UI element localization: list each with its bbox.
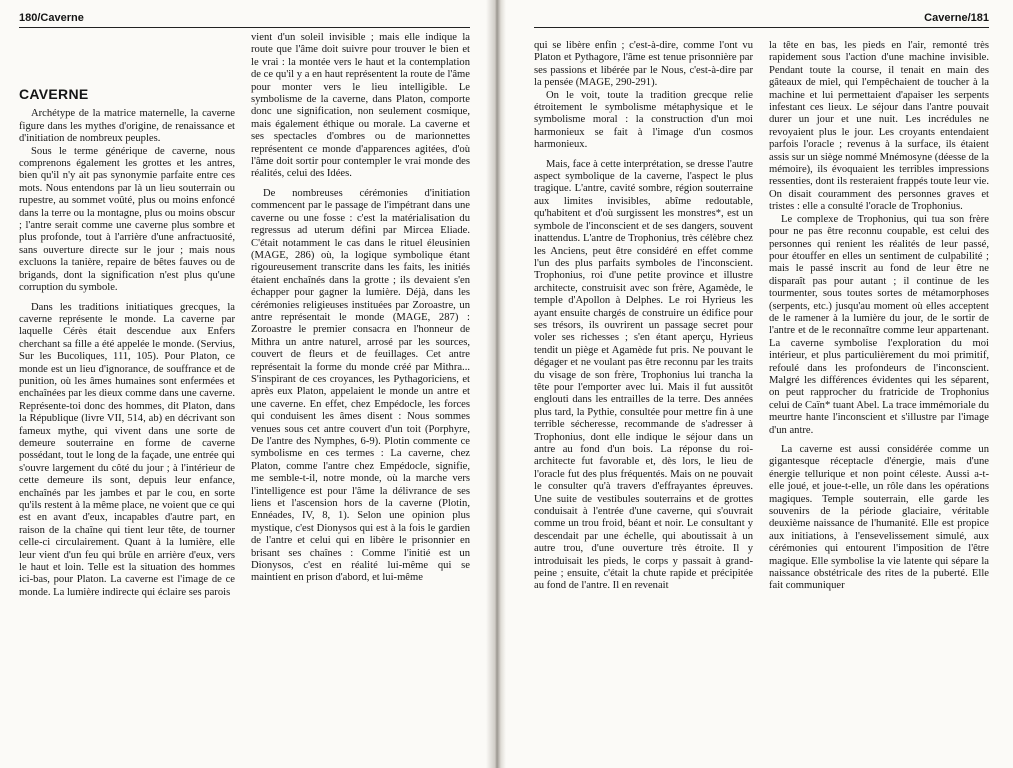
paragraph: Dans les traditions initiatiques grecques, la caverne représente le monde. La caverne par laquelle Cérès était descendue aux Enfers cherchant sa fille a été appelée le monde. (Servius, Sur les Bucoliques, 111, 105). Pour Platon, ce monde est un lieu d'ignorance, de souffrance et de punition, où les âmes humaines sont enfermées et enchaînées par les dieux comme dans une caverne. Représente-toi donc des hommes, dit Platon, dans la République (livre VII, 514, ab) en décrivant son fameux mythe, qui vivent dans une sorte de demeure souterraine en forme de caverne possédant, tout le long de la façade, une entrée qui s'ouvre largement du côté du jour ; à l'intérieur de cette demeure ils sont, depuis leur enfance, enchaînés par les jambes et par le cou, en sorte qu'ils restent à la même place, ne voient que ce qui est en avant d'eux, incapables d'autre part, en raison de la chaîne qui tient leur tête, de tourner celle-ci circulairement. Quant à la lumière, elle leur vient d'un feu qui brûle en arrière d'eux, vers le haut et loin. Telle est la situation des hommes ici-bas, pour Platon. La caverne est l'image de ce monde. La lumière indirecte qui éclaire ses parois [19,301,235,598]
paragraph: qui se libère enfin ; c'est-à-dire, comme l'ont vu Platon et Pythagore, l'âme est tenue prisonnière par ses passions et libérée par le Nous, c'est-à-dire par la pensée (MAGE, 290-291). [534,40,753,89]
paragraph: De nombreuses cérémonies d'initiation commencent par le passage de l'impétrant dans une caverne ou une fosse : c'est la matérialisation du regressus ad uterum défini par Mircea Eliade. C'était notamment le cas dans le rituel éleusinien (MAGE, 286) où, la logique symbolique étant rigoureusement transcrite dans les faits, les initiés étaient enchaînés dans la grotte ; ils devaient s'en échapper pour gagner la lumière. Déjà, dans les cérémonies religieuses instituées par Zoroastre, un antre représentait le monde (MAGE, 287) : Zoroastre le premier consacra en l'honneur de Mithra un antre naturel, arrosé par les sources, couvert de fleurs et de feuillages. Cet antre représentait la forme du monde créé par Mithra... S'inspirant de ces croyances, les Pythagoriciens, et après eux Platon, appelaient le monde un antre et une caverne. En effet, chez Empédocle, les forces qui conduisent les âmes disent : Nous sommes venues sous cet antre couvert d'un toit (Porphyre, De l'antre des Nymphes, 6-9). Plotin commente ce symbolisme en ces termes : La caverne, chez Platon, comme l'antre chez Empédocle, signifie, me semble-t-il, notre monde, où la marche vers l'intelligence est pour l'âme la délivrance de ses liens et l'ascension hors de la caverne (Plotin, Ennéades, IV, 8, 1). Selon une opinion plus mystique, c'est Dionysos qui est à la fois le gardien de l'antre et celui qui en libère le prisonnier en brisant ses chaînes : Comme l'initié est un Dionysos, c'est en réalité lui-même qui se maintient en prison d'abord, et lui-même [251,187,470,584]
column-2 [251,32,470,585]
right-page [494,0,1013,768]
column-3 [534,40,753,593]
column-1 [19,88,235,599]
book-gutter-shadow [486,0,506,768]
paragraph: Sous le terme générique de caverne, nous comprenons également les grottes et les antres, bien qu'il n'y ait pas synonymie parfaite entre ces mots. Nous entendons par là un lieu souterrain ou rupestre, au sommet voûté, plus ou moins enfoncé dans la terre ou la montagne, plus ou moins obscur ; l'antre serait comme une caverne plus sombre et plus profonde, tout à l'arrière d'une anfractuosité, sans ouverture directe sur le jour ; mais nous excluons la tanière, repaire de bêtes fauves ou de brigands, dont la signification n'est plus qu'une corruption du symbole. [19,145,235,294]
header-rule-left [19,27,470,28]
running-head-left: 180/Caverne [19,12,84,24]
paragraph: Mais, face à cette interprétation, se dresse l'autre aspect symbolique de la caverne, l'aspect le plus tragique. L'antre, cavité sombre, région souterraine aux limites invisibles, abîme redoutable, qu'habitent et d'où surgissent les monstres*, est un symbole de l'inconscient et de ses dangers, souvent inattendus. L'antre de Trophonius, très célèbre chez les Anciens, peut être considéré en effet comme l'un des plus parfaits symboles de l'inconscient. Trophonius, roi d'une petite province et illustre architecte, construisit avec son frère, Agamède, le temple d'Apollon à Delphes. Le roi Hyrieus les ayant ensuite chargés de construire un édifice pour ses trésors, ils ouvrirent un passage secret pour voler ses richesses ; s'en étant aperçu, Hyrieus tendit un piège et Agamède fut pris. Ne pouvant le dégager et ne voulant pas être reconnu par les traits du visage de son frère, Trophonius lui trancha la tête pour l'emporter avec lui. Mais il fut aussitôt englouti dans les entrailles de la terre. Des années plus tard, la Pythie, consultée pour mettre fin à une terrible sécheresse, recommande de s'adresser à Trophonius, dont elle indique le séjour dans un antre au fond d'un bois. La réponse du roi-architecte fut favorable et, dès lors, le lieu de l'oracle fut des plus fréquentés. Mais on ne pouvait le consulter qu'à travers d'effrayantes épreuves. Une suite de vestibules souterrains et de grottes conduisait à l'entrée d'une caverne, qui s'ouvrait comme un trou froid, béant et noir. Le consultant y descendait par une échelle, qui aboutissait à un autre trou, d'une ouverture très étroite. Il y introduisait les pieds, le corps y passait à grand-peine ; ensuite, c'était la chute rapide et précipitée au fond de l'antre. Il en revenait [534,158,753,592]
column-4 [769,40,989,593]
paragraph: vient d'un soleil invisible ; mais elle indique la route que l'âme doit suivre pour trouver le bien et le vrai : la montée vers le haut et la contemplation de ce qu'il y a en haut représentent la route de l'âme pour monter vers le lieu intelligible. Le symbolisme de la caverne, dans Platon, comporte donc une signification, non seulement cosmique, mais également éthique ou morale. La caverne et ses spectacles d'ombres ou de marionnettes représentent ce monde d'apparences agitées, d'où l'âme doit sortir pour contempler le vrai monde des réalités, celui des Idées. [251,32,470,180]
paragraph: la tête en bas, les pieds en l'air, remonté très rapidement sous l'action d'une machine invisible. Pendant toute la course, il tenait en main des gâteaux de miel, qui l'empêchaient de toucher à la machine et lui permettaient d'apaiser les serpents infestant ces lieux. Le séjour dans l'antre pouvait durer un jour et une nuit. Les incrédules ne revoyaient plus le jour. Les croyants entendaient parfois l'oracle ; revenus à la surface, ils étaient assis sur un siège nommé Mnémosyne (déesse de la mémoire), ils évoquaient les terribles impressions ressenties, dont ils resteraient frappés toute leur vie. On disait couramment des personnes graves et tristes : elle a consulté l'oracle de Trophonius. [769,40,989,213]
paragraph: La caverne est aussi considérée comme un gigantesque réceptacle d'énergie, mais d'une énergie tellurique et non point céleste. Aussi a-t-elle joué, et joue-t-elle, un rôle dans les opérations magiques. Temple souterrain, elle garde les souvenirs de la période glaciaire, véritable deuxième naissance de l'humanité. Elle est propice aux initiations, à l'ensevelissement simulé, aux cérémonies qui entourent l'imposition de l'être magique. Elle symbolise la vie latente qui sépare la naissance obstétricale des rites de la puberté. Elle fait communiquer [769,444,989,592]
paragraph: Archétype de la matrice maternelle, la caverne figure dans les mythes d'origine, de renaissance et d'initiation de nombreux peuples. [19,108,235,145]
left-page [0,0,494,768]
running-head-right: Caverne/181 [924,12,989,24]
paragraph: Le complexe de Trophonius, qui tua son frère pour ne pas être reconnu coupable, est celui des personnes qui renient les réalités de leur passé, pour étouffer en elles un sentiment de culpabilité ; mais le passé inscrit au fond de leur être ne disparaît pas pour autant ; il continue de les tourmenter, sous toutes sortes de métamorphoses (serpents, etc.) jusqu'au moment où elles acceptent de le ramener à la lumière du jour, de le sortir de l'antre et de le reconnaître comme leur appartenant. La caverne symbolise l'exploration du moi intérieur, et plus particulièrement du moi primitif, refoulé dans les profondeurs de l'inconscient. Malgré les différences évidentes qui les séparent, on peut rapprocher du fratricide de Trophonius celui de Caïn* tuant Abel. La trace immémoriale du meurtre hante l'inconscient et s'illustre par l'image d'un antre. [769,213,989,436]
paragraph: On le voit, toute la tradition grecque relie étroitement le symbolisme métaphysique et le symbolisme moral : la construction d'un moi harmonieux se fait à l'image d'un cosmos harmonieux. [534,89,753,151]
entry-title: CAVERNE [19,86,89,102]
header-rule-right [534,27,989,28]
